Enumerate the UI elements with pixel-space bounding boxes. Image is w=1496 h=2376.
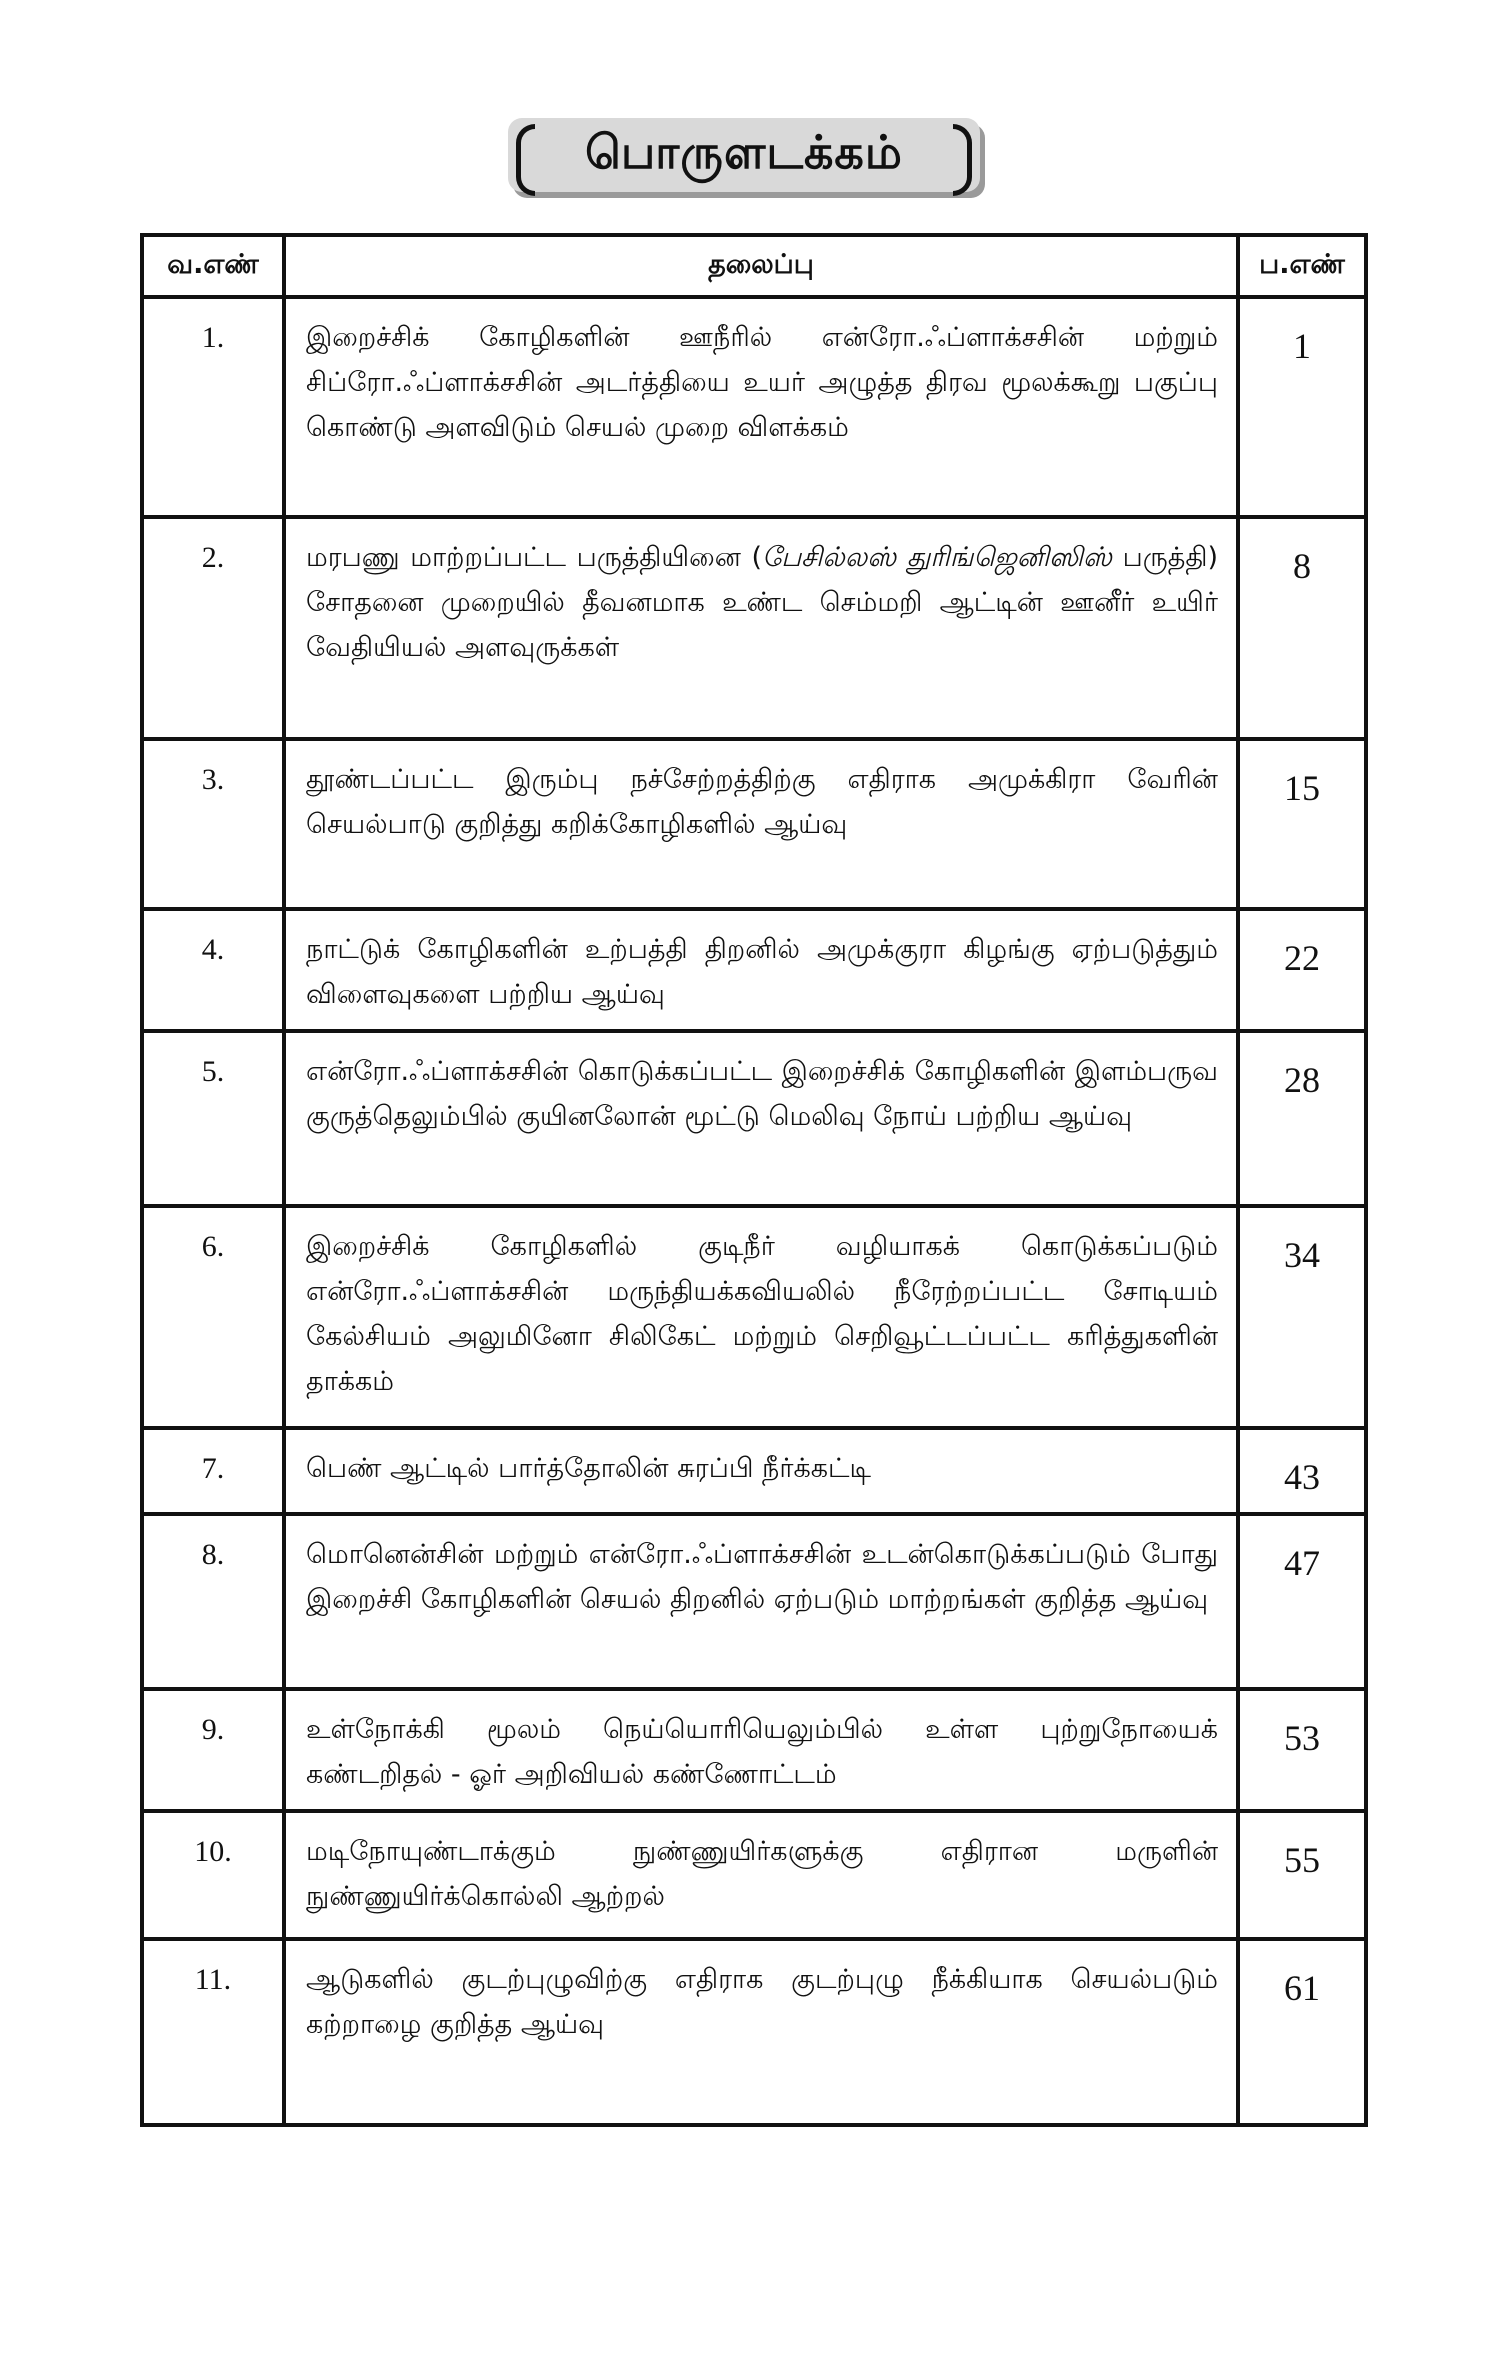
table-row [142, 1811, 1366, 1939]
row-title [284, 517, 1238, 739]
row-page-number: 53 [1238, 1689, 1366, 1811]
page-title-box [508, 118, 980, 192]
row-serial-number: 7. [142, 1428, 284, 1514]
row-page-number: 1 [1238, 297, 1366, 517]
page-title: பொருளடக்கம் [585, 124, 903, 179]
row-page-number: 61 [1238, 1939, 1366, 2125]
row-title-part: பருத்தி) சோதனை முறையில் தீவனமாக உண்ட செம்மறி ஆட்டின் ஊனீர் உயிர் வேதியியல் அளவுருக்கள் [306, 542, 1218, 663]
table-row [142, 909, 1366, 1031]
row-serial-number: 8. [142, 1514, 284, 1689]
table-row [142, 297, 1366, 517]
row-title: உள்நோக்கி மூலம் நெய்யொரியெலும்பில் உள்ள புற்றுநோயைக் கண்டறிதல் - ஓர் அறிவியல் கண்ணோட்டம் [284, 1689, 1238, 1811]
page-title-banner [508, 118, 988, 200]
table-row [142, 1514, 1366, 1689]
header-page-number: ப.எண் [1238, 235, 1366, 297]
row-title: ஆடுகளில் குடற்புழுவிற்கு எதிராக குடற்புழு நீக்கியாக செயல்படும் கற்றாழை குறித்த ஆய்வு [284, 1939, 1238, 2125]
table-row [142, 517, 1366, 739]
row-page-number: 15 [1238, 739, 1366, 909]
row-serial-number: 5. [142, 1031, 284, 1206]
row-serial-number: 6. [142, 1206, 284, 1428]
row-page-number: 28 [1238, 1031, 1366, 1206]
row-serial-number: 1. [142, 297, 284, 517]
row-serial-number: 3. [142, 739, 284, 909]
row-title: மொனென்சின் மற்றும் என்ரோ.ஃப்ளாக்சசின் உடன்கொடுக்கப்படும் போது இறைச்சி கோழிகளின் செயல் திறனில் ஏற்படும் மாற்றங்கள் குறித்த ஆய்வு [284, 1514, 1238, 1689]
row-title-italic-part: பேசில்லஸ் துரிங்ஜெனிஸிஸ் [762, 542, 1113, 573]
row-serial-number: 10. [142, 1811, 284, 1939]
row-serial-number: 4. [142, 909, 284, 1031]
table-row [142, 1031, 1366, 1206]
row-page-number: 47 [1238, 1514, 1366, 1689]
row-title: இறைச்சிக் கோழிகளில் குடிநீர் வழியாகக் கொடுக்கப்படும் என்ரோ.ஃப்ளாக்சசின் மருந்தியக்கவியலில் நீரேற்றப்பட்ட சோடியம் கேல்சியம் அலுமினோ சிலிகேட் மற்றும் செறிவூட்டப்பட்ட கரித்துகளின் தாக்கம் [284, 1206, 1238, 1428]
table-row [142, 1206, 1366, 1428]
table-row [142, 1689, 1366, 1811]
header-title: தலைப்பு [284, 235, 1238, 297]
row-serial-number: 2. [142, 517, 284, 739]
row-title: நாட்டுக் கோழிகளின் உற்பத்தி திறனில் அமுக்குரா கிழங்கு ஏற்படுத்தும் விளைவுகளை பற்றிய ஆய்வு [284, 909, 1238, 1031]
table-row [142, 1428, 1366, 1514]
header-serial-number: வ.எண் [142, 235, 284, 297]
row-title: பெண் ஆட்டில் பார்த்தோலின் சுரப்பி நீர்க்கட்டி [284, 1428, 1238, 1514]
table-row [142, 739, 1366, 909]
table-header-row [142, 235, 1366, 297]
row-page-number: 43 [1238, 1428, 1366, 1514]
row-title: என்ரோ.ஃப்ளாக்சசின் கொடுக்கப்பட்ட இறைச்சிக் கோழிகளின் இளம்பருவ குருத்தெலும்பில் குயினலோன் மூட்டு மெலிவு நோய் பற்றிய ஆய்வு [284, 1031, 1238, 1206]
right-bracket-icon [953, 124, 972, 196]
contents-table [140, 233, 1368, 2127]
row-title: மடிநோயுண்டாக்கும் நுண்ணுயிர்களுக்கு எதிரான மருளின் நுண்ணுயிர்க்கொல்லி ஆற்றல் [284, 1811, 1238, 1939]
row-page-number: 55 [1238, 1811, 1366, 1939]
row-page-number: 8 [1238, 517, 1366, 739]
row-title: இறைச்சிக் கோழிகளின் ஊநீரில் என்ரோ.ஃப்ளாக்சசின் மற்றும் சிப்ரோ.ஃப்ளாக்சசின் அடர்த்தியை உயர் அழுத்த திரவ மூலக்கூறு பகுப்பு கொண்டு அளவிடும் செயல் முறை விளக்கம் [284, 297, 1238, 517]
row-page-number: 34 [1238, 1206, 1366, 1428]
row-page-number: 22 [1238, 909, 1366, 1031]
row-serial-number: 9. [142, 1689, 284, 1811]
row-title-part: மரபணு மாற்றப்பட்ட பருத்தியினை ( [306, 542, 763, 573]
left-bracket-icon [516, 124, 535, 196]
row-serial-number: 11. [142, 1939, 284, 2125]
row-title: தூண்டப்பட்ட இரும்பு நச்சேற்றத்திற்கு எதிராக அமுக்கிரா வேரின் செயல்பாடு குறித்து கறிக்கோழிகளில் ஆய்வு [284, 739, 1238, 909]
table-row [142, 1939, 1366, 2125]
